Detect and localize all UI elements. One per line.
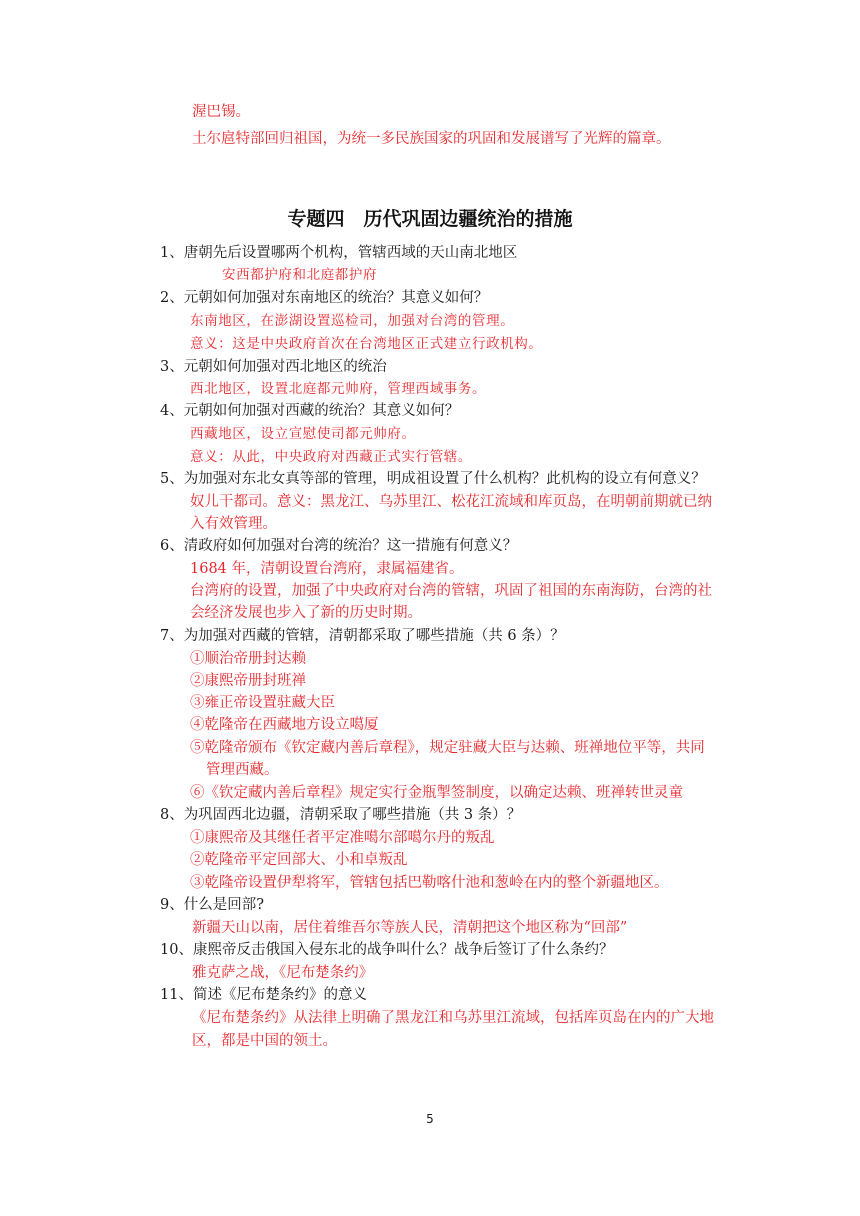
answer-4-line-1: 西藏地区，设立宣慰使司都元帅府。 (190, 426, 416, 442)
answer-10-line-1: 雅克萨之战，《尼布楚条约》 (192, 965, 374, 981)
answer-6-line-2: 台湾府的设置，加强了中央政府对台湾的管辖，巩固了祖国的东南海防，台湾的社 (190, 583, 712, 599)
question-5: 5、为加强对东北女真等部的管理，明成祖设置了什么机构？此机构的设立有何意义？ (160, 471, 706, 487)
question-2: 2、元朝如何加强对东南地区的统治？其意义如何？ (160, 290, 489, 306)
answer-4-line-2: 意义：从此，中央政府对西藏正式实行管辖。 (190, 449, 472, 465)
question-4: 4、元朝如何加强对西藏的统治？其意义如何？ (160, 403, 460, 419)
answer-7-item-6: ⑥《钦定藏内善后章程》规定实行金瓶掣签制度，以确定达赖、班禅转世灵童 (190, 785, 683, 801)
intro-line-1: 渥巴锡。 (192, 104, 250, 120)
question-11: 11、简述《尼布楚条约》的意义 (160, 987, 367, 1003)
question-3: 3、元朝如何加强对西北地区的统治 (160, 359, 387, 375)
answer-11-line-2: 区，都是中国的领土。 (192, 1033, 337, 1049)
section-title: 专题四 历代巩固边疆统治的措施 (287, 208, 573, 230)
answer-7-item-3: ③雍正帝设置驻藏大臣 (190, 695, 335, 711)
answer-7-item-5-cont: 管理西藏。 (206, 762, 279, 778)
page-number: 5 (426, 1112, 434, 1126)
answer-7-item-2: ②康熙帝册封班禅 (190, 673, 306, 689)
question-8: 8、为巩固西北边疆，清朝采取了哪些措施（共 3 条）？ (160, 807, 522, 823)
question-1: 1、唐朝先后设置哪两个机构，管辖西域的天山南北地区 (160, 245, 518, 261)
answer-8-item-2: ②乾隆帝平定回部大、小和卓叛乱 (190, 852, 408, 868)
answer-11-line-1: 《尼布楚条约》从法律上明确了黑龙江和乌苏里江流域，包括库页岛在内的广大地 (192, 1010, 714, 1026)
question-10: 10、康熙帝反击俄国入侵东北的战争叫什么？战争后签订了什么条约？ (160, 942, 614, 958)
answer-9-line-1: 新疆天山以南，居住着维吾尔等族人民，清朝把这个地区称为“回部” (192, 920, 628, 936)
answer-6-line-1: 1684 年，清朝设置台湾府，隶属福建省。 (190, 561, 464, 577)
answer-2-line-1: 东南地区，在澎湖设置巡检司，加强对台湾的管理。 (190, 313, 515, 329)
answer-2-line-2: 意义：这是中央政府首次在台湾地区正式建立行政机构。 (190, 336, 543, 352)
intro-line-2: 土尔扈特部回归祖国，为统一多民族国家的巩固和发展谱写了光辉的篇章。 (192, 131, 671, 147)
answer-8-item-1: ①康熙帝及其继任者平定准噶尔部噶尔丹的叛乱 (190, 830, 495, 846)
answer-7-item-5: ⑤乾隆帝颁布《钦定藏内善后章程》，规定驻藏大臣与达赖、班禅地位平等，共同 (190, 740, 705, 756)
question-9: 9、什么是回部? (160, 897, 264, 913)
answer-1-line-1: 安西都护府和北庭都护府 (222, 267, 378, 283)
answer-7-item-1: ①顺治帝册封达赖 (190, 651, 306, 667)
question-7: 7、为加强对西藏的管辖，清朝都采取了哪些措施（共 6 条）？ (160, 628, 565, 644)
answer-6-line-3: 会经济发展也步入了新的历史时期。 (190, 605, 422, 621)
answer-5-line-2: 入有效管理。 (190, 516, 277, 532)
answer-7-item-4: ④乾隆帝在西藏地方设立噶厦 (190, 717, 379, 733)
question-6: 6、清政府如何加强对台湾的统治？这一措施有何意义？ (160, 538, 518, 554)
answer-5-line-1: 奴儿干都司。意义：黑龙江、乌苏里江、松花江流域和库页岛，在明朝前期就已纳 (190, 494, 712, 510)
answer-8-item-3: ③乾隆帝设置伊犁将军，管辖包括巴勒喀什池和葱岭在内的整个新疆地区。 (190, 875, 669, 891)
answer-3-line-1: 西北地区，设置北庭都元帅府，管理西域事务。 (190, 381, 487, 397)
